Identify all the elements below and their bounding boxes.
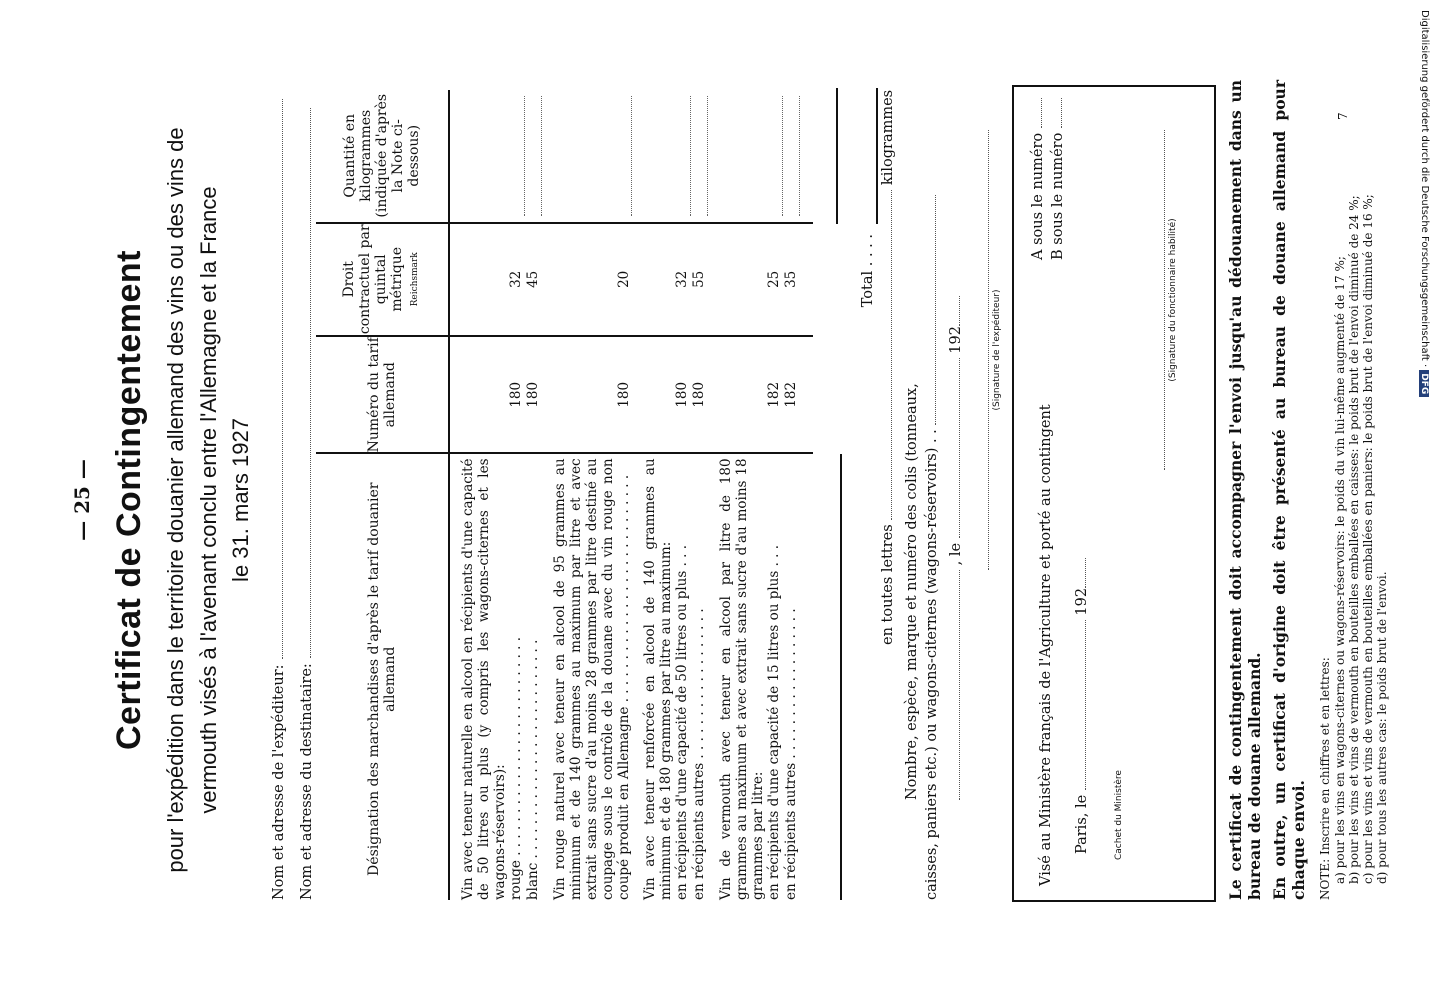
footer-mark: 7 (1336, 112, 1350, 120)
page-number-upright: — 25 — (70, 459, 94, 541)
row-tariff: 180 (525, 336, 542, 453)
total-label: Total . . . . (860, 234, 876, 308)
visa-box (1012, 85, 1216, 902)
packages-line-1: Nombre, espèce, marque et numéro des colis (tonneaux, (904, 383, 920, 800)
table-row (508, 90, 525, 900)
row-duty: 32 (508, 223, 525, 337)
row-label: blanc . . . . . . . . . . . . . . . . . . . . . . . . . . (525, 639, 541, 900)
sender-row[interactable] (268, 80, 287, 900)
place-line (959, 570, 960, 800)
quantity-input[interactable] (508, 96, 525, 216)
group-4-text: Vin de vermouth avec teneur en alcool par litre de 180 grammes au maximum et avec extrait sans sucre d'au moins 18 grammes par litre: (718, 458, 766, 900)
sender-label-upright: Nom et adresse de l'expéditeur: (271, 664, 287, 900)
place-date-row[interactable] (948, 80, 964, 800)
table-row (766, 90, 783, 900)
header-designation: Désignation des marchandises d'après le tarif douanier allemand (316, 453, 449, 900)
group-4 (718, 90, 766, 900)
goods-table (316, 90, 813, 900)
packages-row-2[interactable] (924, 80, 940, 900)
group-1 (460, 90, 508, 900)
quantity-input[interactable] (615, 96, 632, 216)
subtitle-3-upright: le 31. mars 1927 (228, 418, 253, 582)
recipient-label-upright: Nom et adresse du destinataire: (299, 663, 315, 900)
group-2-text: Vin rouge naturel avec teneur en alcool de 95 grammes au minimum et de 140 grammes au maximum par litre et avec extrait sans sucre d'au moins 28 grammes par litre destiné au coupage sous le contrôle de la douane avec du vin rouge non coupé produit en Allemagne . . . . . . . . . . . . . . . . . . . . . . . . . . . (552, 458, 632, 900)
credit-line (1410, 10, 1430, 990)
sender-line (282, 99, 283, 659)
row-tariff: 180 (691, 336, 708, 453)
row-duty: 55 (691, 223, 708, 337)
date-line (959, 358, 960, 538)
table-row (691, 90, 708, 900)
note-item-d: d) pour tous les autres cas: le poids brut de l'envoi. (1375, 571, 1389, 884)
official-signature-caption: (Signature du fonctionnaire habilité) (1168, 218, 1178, 382)
group-2-duty: 20 (552, 223, 632, 337)
subtitle-1-upright: pour l'expédition dans le territoire douanier allemand des vins ou des vins de (163, 127, 188, 873)
option-a-line (1041, 98, 1042, 128)
group-1-text: Vin avec teneur naturelle en alcool en récipients d'une capacité de 50 litres ou plus (y compris les wagons-citernes et les wagons-réservoirs): (460, 458, 508, 900)
quantity-input[interactable] (691, 96, 708, 216)
year-label: 192 (948, 326, 964, 354)
dfg-logo: DFG (1419, 370, 1429, 397)
visa-option-a[interactable]: A sous le numéro (1030, 90, 1046, 260)
credit-text: Digitalisierung gefördert durch die Deutsche Forschungsgemeinschaft · (1419, 10, 1430, 368)
in-words-label: en toutes lettres (880, 524, 896, 645)
packages-line (935, 195, 936, 425)
note-item-c: c) pour les vins et vins de vermouth en bouteilles emballées en paniers: le poids brut de l'envoi diminué de 16 %; (1361, 194, 1375, 884)
row-label: en récipients autres . . . . . . . . . . . . . . . . . . (691, 608, 707, 900)
row-duty: 35 (783, 223, 813, 337)
quantity-input[interactable] (783, 96, 800, 216)
place-date-label: , le (948, 542, 964, 566)
row-tariff: 182 (766, 336, 783, 453)
recipient-row[interactable] (296, 80, 315, 900)
credit-strip (1412, 10, 1432, 990)
row-label: en récipients d'une capacité de 15 litres ou plus . . . (766, 544, 782, 900)
official-signature-line[interactable] (1164, 130, 1165, 470)
year-line (959, 296, 960, 326)
visa-paris-row[interactable]: Paris, le 192 (1074, 454, 1090, 854)
header-tariff: Numéro du tarif allemand (316, 336, 449, 453)
row-duty: 32 (674, 223, 691, 337)
table-row (674, 90, 691, 900)
ministry-stamp-label: Cachet du Ministère (1114, 770, 1124, 860)
note-item-b: b) pour les vins et vins de vermouth en bouteilles emballées en caisses: le poids brut de l'envoi diminué de 24 %; (1347, 195, 1361, 884)
in-words-row[interactable] (880, 85, 896, 645)
visa-line-1: Visé au Ministère français de l'Agriculture et porté au contingent (1038, 404, 1054, 886)
table-row (783, 90, 813, 900)
header-duty: Droit contractuel par quintal métrique Reichsmark (316, 223, 449, 337)
bold-note-1: Le certificat de contingentement doit accompagner l'envoi jusqu'au dédouanement dans un bureau de douane allemand. (1226, 80, 1264, 900)
group-3 (642, 90, 674, 900)
row-duty: 25 (766, 223, 783, 337)
quantity-input[interactable] (766, 96, 783, 216)
note-heading: NOTE: Inscrire en chiffres et en lettres: (1318, 657, 1332, 900)
bold-note-2: En outre, un certificat d'origine doit être présenté au bureau de douane allemand pour chaque envoi. (1270, 80, 1308, 900)
kilogrammes-label: kilogrammes (880, 89, 896, 186)
row-label: en récipients autres . . . . . . . . . . . . . . . . . . (783, 608, 799, 900)
group-2-tariff: 180 (552, 336, 632, 453)
group-3-text: Vin avec teneur renforcée en alcool de 140 grammes au minimum et de 180 grammes par litre au maximum: (642, 458, 674, 900)
table-row (525, 90, 542, 900)
row-label: rouge . . . . . . . . . . . . . . . . . . . . . . . . . . (508, 636, 524, 900)
visa-option-b[interactable]: B sous le numéro (1050, 90, 1066, 260)
row-label: en récipients d'une capacité de 50 litres ou plus . . . (674, 544, 690, 900)
in-words-line (891, 190, 892, 520)
title-upright: Certificat de Contingentement (110, 250, 148, 750)
row-duty: 45 (525, 223, 542, 337)
recipient-line (310, 108, 311, 658)
visa-year-line (1085, 558, 1086, 588)
shipper-signature-line[interactable] (988, 130, 989, 570)
paris-date-line (1085, 620, 1086, 790)
shipper-signature-caption: (Signature de l'expéditeur) (992, 289, 1002, 411)
subtitle-2-upright: vermouth visés à l'avenant conclu entre l'Allemagne et la France (196, 186, 221, 814)
row-tariff: 182 (783, 336, 813, 453)
group-2 (552, 90, 632, 900)
quantity-input[interactable] (525, 96, 542, 216)
row-tariff: 180 (674, 336, 691, 453)
packages-line-2: caisses, paniers etc.) ou wagons-citernes (wagons-réservoirs) . . (924, 429, 940, 900)
quantity-input[interactable] (674, 96, 691, 216)
option-b-line (1061, 98, 1062, 128)
row-tariff: 180 (508, 336, 525, 453)
table-bottom-rule-left (840, 454, 842, 900)
header-duty-unit: Reichsmark (410, 252, 420, 307)
note-item-a: a) pour les vins en wagons-citernes ou wagons-réservoirs: le poids du vin lui-même augmenté de 17 %; (1333, 256, 1347, 884)
header-quantity: Quantité en kilogrammes (indiquée d'après la Note ci-dessous) (316, 90, 449, 223)
total-input[interactable] (836, 88, 878, 224)
